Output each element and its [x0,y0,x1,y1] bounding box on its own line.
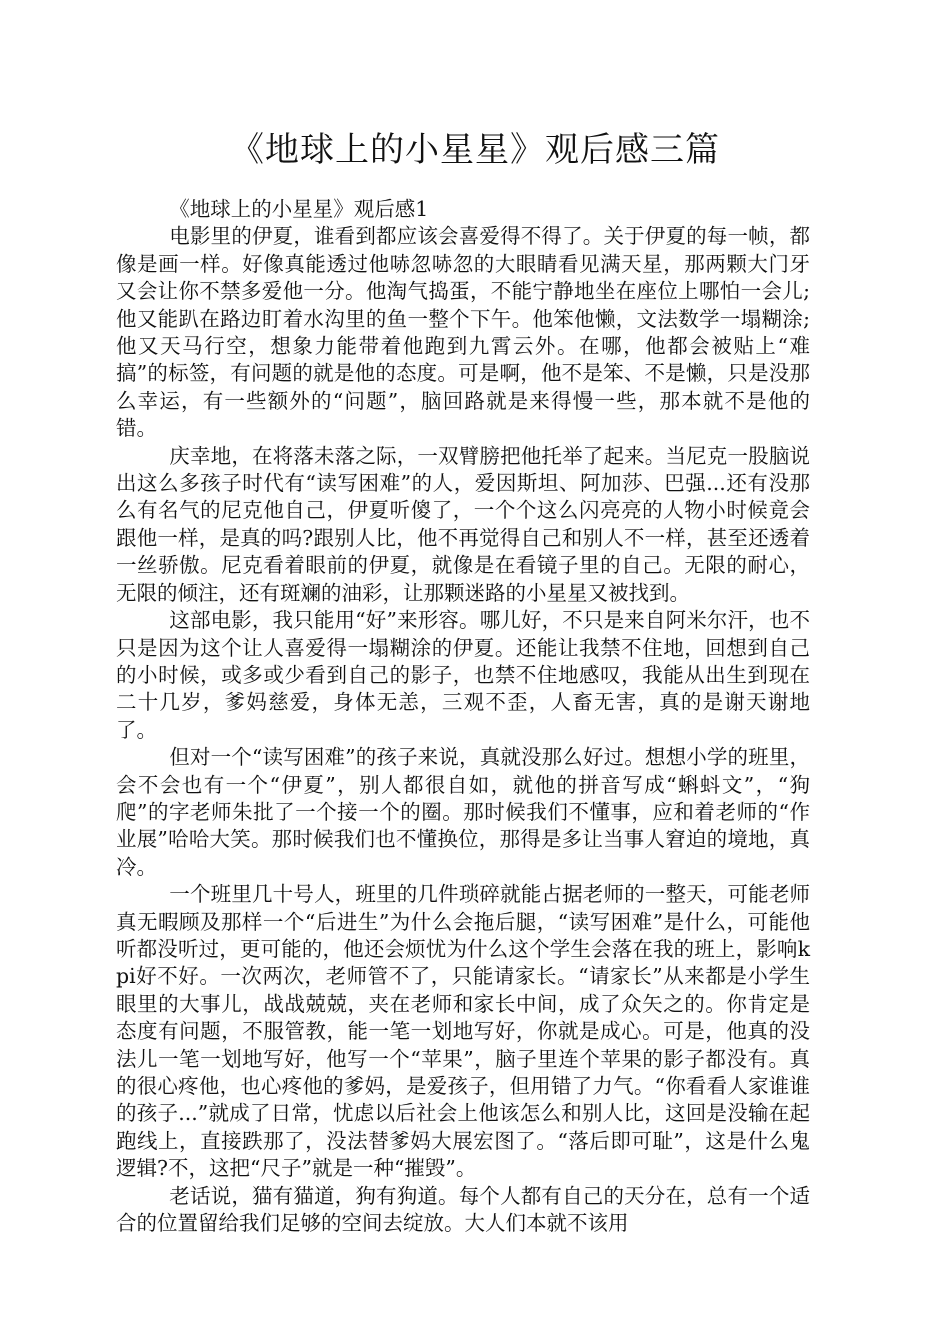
paragraph-1: 电影里的伊夏，谁看到都应该会喜爱得不得了。关于伊夏的每一帧，都像是画一样。好像真能透过他哧忽哧忽的大眼睛看见满天星，那两颗大门牙又会让你不禁多爱他一分。他淘气捣蛋，不能宁静地坐在座位上哪怕一会儿;他又能趴在路边盯着水沟里的鱼一整个下午。他笨他懒，文法数学一塌糊涂;他又天马行空，想象力能带着他跑到九霄云外。在哪，他都会被贴上“难搞”的标签，有问题的就是他的态度。可是啊，他不是笨、不是懒，只是没那么幸运，有一些额外的“问题”，脑回路就是来得慢一些，那本就不是他的错。 [116,224,810,441]
document-body [116,196,810,1237]
document-title: 《地球上的小星星》观后感三篇 [230,130,720,170]
paragraph-2: 庆幸地，在将落未落之际，一双臂膀把他托举了起来。当尼克一股脑说出这么多孩子时代有“读写困难”的人，爱因斯坦、阿加莎、巴强...还有没那么有名气的尼克他自己，伊夏听傻了，一个个这么闪亮亮的人物小时候竟会跟他一样，是真的吗?跟别人比，他不再觉得自己和别人不一样，甚至还透着一丝骄傲。尼克看着眼前的伊夏，就像是在看镜子里的自己。无限的耐心，无限的倾注，还有斑斓的油彩，让那颗迷路的小星星又被找到。 [116,443,810,605]
paragraph-4: 但对一个“读写困难”的孩子来说，真就没那么好过。想想小学的班里，会不会也有一个“伊夏”，别人都很自如，就他的拼音写成“蝌蚪文”，“狗爬”的字老师朱批了一个接一个的圈。那时候我们不懂事，应和着老师的“作业展”哈哈大笑。那时候我们也不懂换位，那得是多让当事人窘迫的境地，真冷。 [116,745,810,879]
paragraph-6: 老话说，猫有猫道，狗有狗道。每个人都有自己的天分在，总有一个适合的位置留给我们足够的空间去绽放。大人们本就不该用 [116,1183,810,1236]
paragraph-3: 这部电影，我只能用“好”来形容。哪儿好，不只是来自阿米尔汗，也不只是因为这个让人喜爱得一塌糊涂的伊夏。还能让我禁不住地，回想到自己的小时候，或多或少看到自己的影子，也禁不住地感叹，我能从出生到现在二十几岁，爹妈慈爱，身体无恙，三观不歪，人畜无害，真的是谢天谢地了。 [116,608,810,742]
section-heading: 《地球上的小星星》观后感1 [169,197,429,221]
paragraph-5: 一个班里几十号人，班里的几件琐碎就能占据老师的一整天，可能老师真无暇顾及那样一个“后进生”为什么会拖后腿，“读写困难”是什么，可能他听都没听过，更可能的，他还会烦忧为什么这个学生会落在我的班上，影响kpi好不好。一次两次，老师管不了，只能请家长。“请家长”从来都是小学生眼里的大事儿，战战兢兢，夹在老师和家长中间，成了众矢之的。你肯定是态度有问题，不服管教，能一笔一划地写好，你就是成心。可是，他真的没法儿一笔一划地写好，他写一个“苹果”，脑子里连个苹果的影子都没有。真的很心疼他，也心疼他的爹妈，是爱孩子，但用错了力气。“你看看人家谁谁的孩子...”就成了日常，忧虑以后社会上他该怎么和别人比，这回是没输在起跑线上，直接跌那了，没法替爹妈大展宏图了。“落后即可耻”，这是什么鬼逻辑?不，这把“尺子”就是一种“摧毁”。 [116,882,810,1181]
